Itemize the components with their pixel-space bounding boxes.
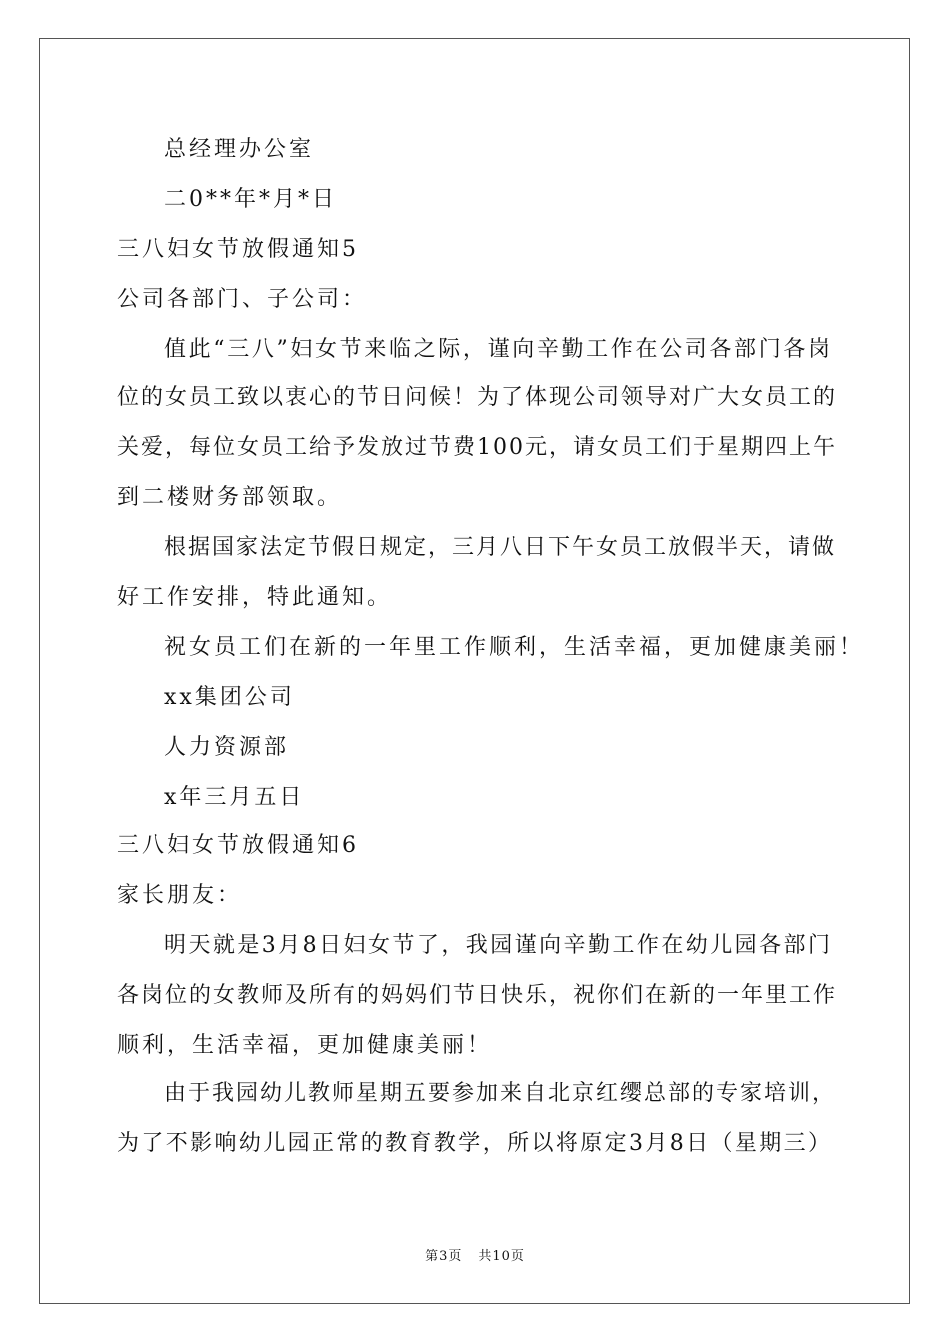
paragraph-line: 各岗位的女教师及所有的妈妈们节日快乐，祝你们在新的一年里工作 xyxy=(117,983,838,1008)
paragraph-line: 好工作安排，特此通知。 xyxy=(117,585,393,610)
signature-company: xx集团公司 xyxy=(164,685,295,710)
page-number: 第3页 xyxy=(425,1249,463,1264)
page-total: 共10页 xyxy=(478,1249,525,1264)
paragraph-line: 到二楼财务部领取。 xyxy=(117,485,343,510)
signature-date: x年三月五日 xyxy=(164,785,305,810)
paragraph-line: 根据国家法定节假日规定，三月八日下午女员工放假半天，请做 xyxy=(164,535,837,560)
page-footer xyxy=(0,1248,950,1266)
paragraph-line: 由于我园幼儿教师星期五要参加来自北京红缨总部的专家培训， xyxy=(164,1081,837,1106)
page-frame xyxy=(39,38,910,1304)
paragraph-line: 祝女员工们在新的一年里工作顺利，生活幸福，更加健康美丽！ xyxy=(164,635,865,660)
paragraph-line: 位的女员工致以衷心的节日问候！为了体现公司领导对广大女员工的 xyxy=(117,385,838,410)
section-heading-6: 三八妇女节放假通知6 xyxy=(117,833,359,858)
paragraph-line: 值此“三八”妇女节来临之际，谨向辛勤工作在公司各部门各岗 xyxy=(164,337,832,362)
paragraph-line: 明天就是3月8日妇女节了，我园谨向辛勤工作在幼儿园各部门 xyxy=(164,933,832,958)
paragraph-line: 为了不影响幼儿园正常的教育教学，所以将原定3月8日（星期三） xyxy=(117,1131,832,1156)
salutation: 家长朋友： xyxy=(117,883,243,908)
salutation: 公司各部门、子公司： xyxy=(117,287,368,312)
section-heading-5: 三八妇女节放假通知5 xyxy=(117,237,359,262)
paragraph-line: 关爱，每位女员工给予发放过节费100元，请女员工们于星期四上午 xyxy=(117,435,837,460)
signature-date: 二0**年*月*日 xyxy=(164,187,337,212)
paragraph-line: 顺利，生活幸福，更加健康美丽！ xyxy=(117,1033,493,1058)
signature-department: 人力资源部 xyxy=(164,735,290,760)
signature-office: 总经理办公室 xyxy=(164,137,315,162)
